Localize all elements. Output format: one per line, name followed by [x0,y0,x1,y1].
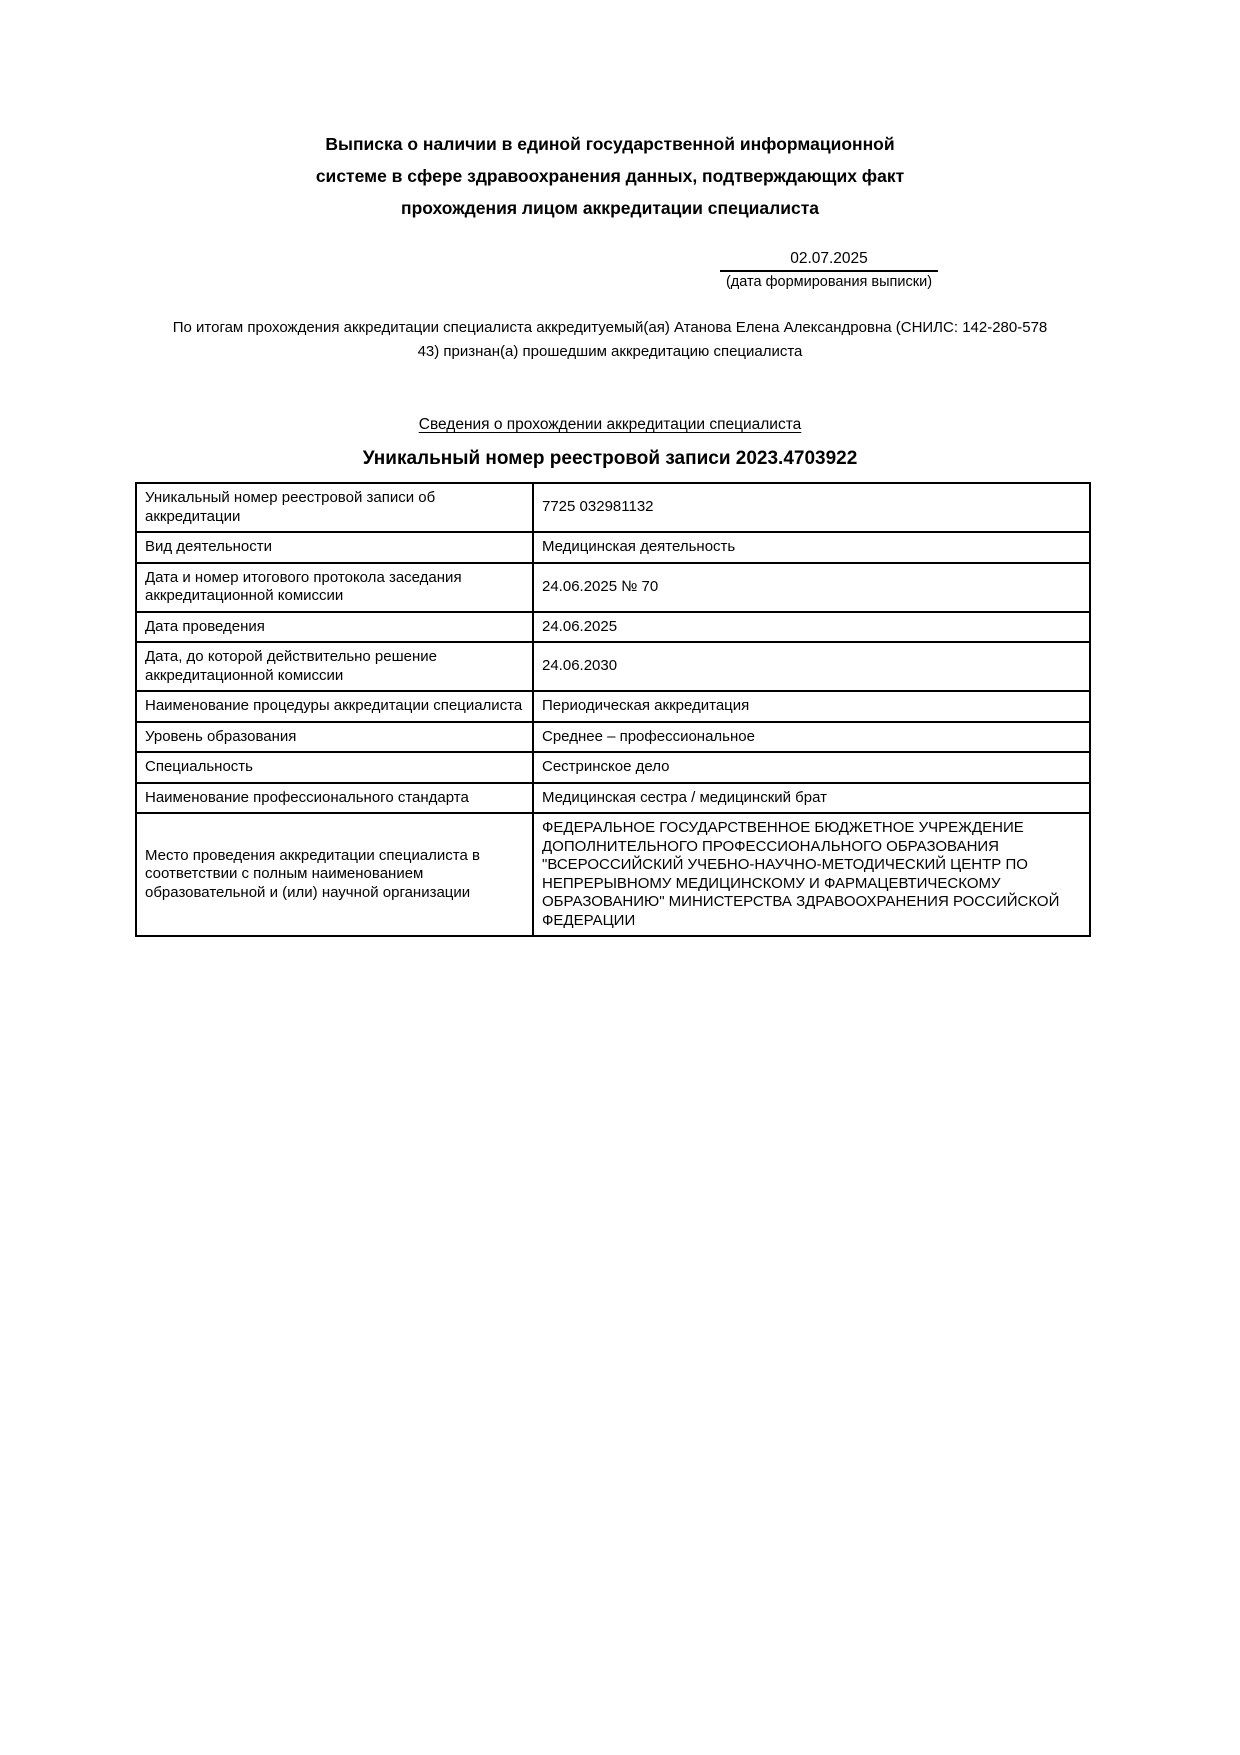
table-row [136,783,1090,814]
intro-paragraph [135,316,1085,364]
row-value: 24.06.2025 № 70 [533,563,1090,612]
document-title-line-3: прохождения лицом аккредитации специалиста [401,198,819,218]
row-label: Уникальный номер реестровой записи об аккредитации [136,483,533,532]
table-row [136,752,1090,783]
row-value: 24.06.2030 [533,642,1090,691]
table-row [136,612,1090,643]
table-row [136,563,1090,612]
row-label: Специальность [136,752,533,783]
table-row [136,722,1090,753]
intro-line-1: По итогам прохождения аккредитации специалиста аккредитуемый(ая) Атанова Елена Александровна (СНИЛС: 142-280-578 [172,319,1048,336]
table-row [136,642,1090,691]
row-label: Наименование процедуры аккредитации специалиста [136,691,533,722]
row-label: Дата и номер итогового протокола заседания аккредитационной комиссии [136,563,533,612]
accreditation-table [135,482,1091,937]
row-value: Сестринское дело [533,752,1090,783]
table-row [136,691,1090,722]
formation-date-value: 02.07.2025 [720,250,938,272]
section-heading: Сведения о прохождении аккредитации специалиста [418,416,802,433]
intro-line-2: 43) признан(а) прошедшим аккредитацию специалиста [417,343,803,360]
row-label: Уровень образования [136,722,533,753]
row-label: Наименование профессионального стандарта [136,783,533,814]
document-title-line-2: системе в сфере здравоохранения данных, подтверждающих факт [315,166,905,186]
row-value: Периодическая аккредитация [533,691,1090,722]
table-row [136,483,1090,532]
table-row [136,813,1090,936]
document-content [135,0,1085,937]
row-label: Место проведения аккредитации специалиста в соответствии с полным наименованием образовательной и (или) научной организации [136,813,533,936]
record-number-heading: Уникальный номер реестровой записи 2023.4703922 [362,448,858,469]
row-value: Медицинская сестра / медицинский брат [533,783,1090,814]
row-label: Дата проведения [136,612,533,643]
row-value: 7725 032981132 [533,483,1090,532]
table-row [136,532,1090,563]
formation-date-block [720,250,938,290]
formation-date-caption: (дата формирования выписки) [725,274,933,290]
row-value: ФЕДЕРАЛЬНОЕ ГОСУДАРСТВЕННОЕ БЮДЖЕТНОЕ УЧРЕЖДЕНИЕ ДОПОЛНИТЕЛЬНОГО ПРОФЕССИОНАЛЬНОГО ОБРАЗОВАНИЯ "ВСЕРОССИЙСКИЙ УЧЕБНО-НАУЧНО-МЕТОДИЧЕСКИЙ ЦЕНТР ПО НЕПРЕРЫВНОМУ МЕДИЦИНСКОМУ И ФАРМАЦЕВТИЧЕСКОМУ ОБРАЗОВАНИЮ" МИНИСТЕРСТВА ЗДРАВООХРАНЕНИЯ РОССИЙСКОЙ ФЕДЕРАЦИИ [533,813,1090,936]
row-label: Вид деятельности [136,532,533,563]
row-label: Дата, до которой действительно решение аккредитационной комиссии [136,642,533,691]
row-value: 24.06.2025 [533,612,1090,643]
row-value: Медицинская деятельность [533,532,1090,563]
document-title [135,128,1085,224]
row-value: Среднее – профессиональное [533,722,1090,753]
document-title-line-1: Выписка о наличии в единой государственной информационной [325,134,895,154]
